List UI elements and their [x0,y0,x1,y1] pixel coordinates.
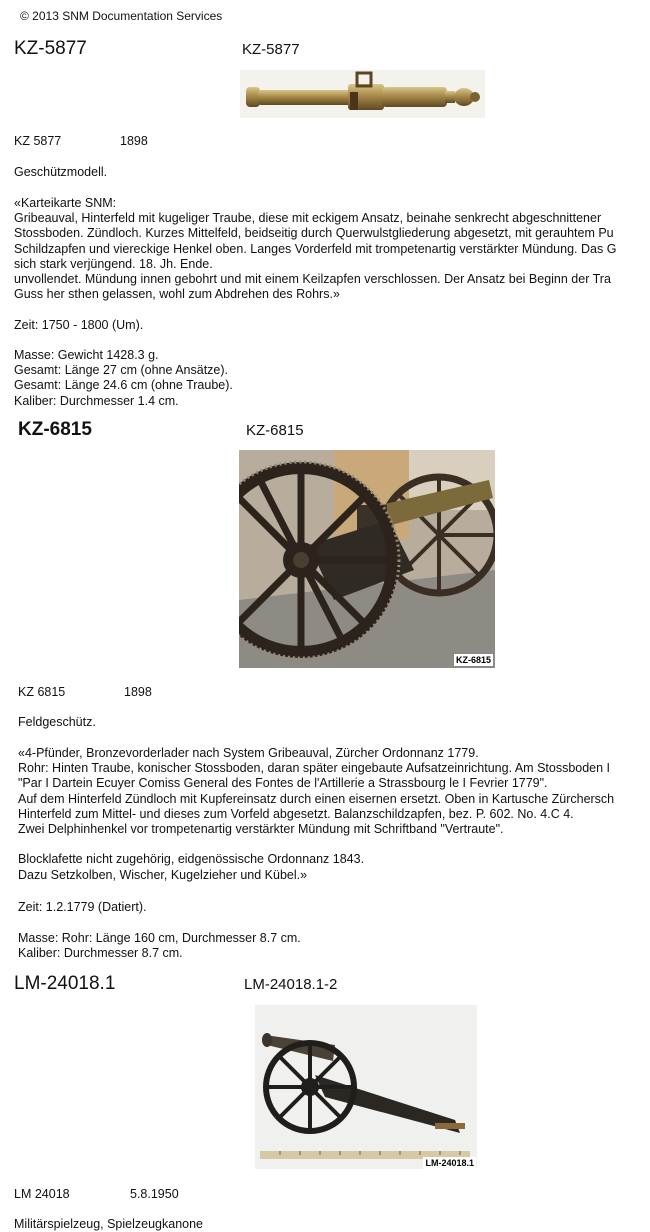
description-line [18,837,650,852]
inventory-number: KZ 6815 [18,685,66,699]
time-period: Zeit: 1750 - 1800 (Um). [14,318,144,332]
acquisition-year: 1898 [124,685,152,699]
object-type: Militärspielzeug, Spielzeugkanone [14,1217,204,1231]
description [14,196,650,302]
description-line: Zwei Delphinhenkel vor trompetenartig verstärkter Mündung mit Schriftband "Vertraute". [18,822,504,837]
description-line: «4-Pfünder, Bronzevorderlader nach System Gribeauval, Zürcher Ordonnanz 1779. [18,746,479,760]
measure-line: Gesamt: Länge 27 cm (ohne Ansätze). [14,363,229,378]
object-type: Geschützmodell. [14,165,108,179]
image-caption: KZ-6815 [246,422,304,439]
acquisition-year: 5.8.1950 [130,1187,179,1201]
description-line: Dazu Setzkolben, Wischer, Kugelzieher und Kübel.» [18,867,308,882]
image-caption: KZ-5877 [242,41,300,58]
measurements [18,931,650,961]
description-line: Rohr: Hinten Traube, konischer Stossboden, daran später eingebaute Aufsatzeinrichtung. Am Stossboden I [18,761,611,776]
cannon-barrel-illustration [240,70,485,118]
acquisition-year: 1898 [120,134,148,148]
entry-title: KZ-6815 [18,419,92,440]
inventory-number: LM 24018 [14,1187,70,1201]
toy-cannon-illustration [255,1005,477,1169]
description-line: Schildzapfen und viereckige Henkel oben. Langes Vorderfeld mit trompetenartig verstärkter Mündung. Das G [14,241,617,256]
description-line: "Par I Dartein Ecuyer Comiss General des Fontes de l'Artillerie a Strassbourg le I Fevrier 1779". [18,776,548,791]
description-line: Stossboden. Zündloch. Kurzes Mittelfeld, beidseitig durch Querwulstgliederung abgesetzt, mit gerauhtem Pu [14,226,614,241]
photo-label: LM-24018.1 [425,1158,474,1168]
entry-title: KZ-5877 [14,38,87,59]
photo-label: KZ-6815 [453,653,494,667]
measure-line: Kaliber: Durchmesser 1.4 cm. [14,393,179,408]
measure-line: Kaliber: Durchmesser 8.7 cm. [18,946,183,961]
description-line: Hinterfeld zum Mittel- und dieses zum Vorfeld abgesetzt. Balanzschildzapfen, bez. P. 602. No. 4.C 4. [18,806,574,821]
inventory-number: KZ 5877 [14,134,62,148]
measure-line: Masse: Gewicht 1428.3 g. [14,348,159,362]
description [18,746,650,883]
measurements [14,348,650,409]
description-line: Gribeauval, Hinterfeld mit kugeliger Traube, diese mit eckigem Ansatz, beinahe senkrecht abgeschnittener [14,211,602,226]
field-cannon-illustration [239,450,495,668]
time-period: Zeit: 1.2.1779 (Datiert). [18,900,147,914]
toy-cannon-photo [255,1005,477,1169]
description-line: Auf dem Hinterfeld Zündloch mit Kupfereinsatz durch einen eisernen ersetzt. Oben in Kartusche Zürchersch [18,791,615,806]
object-type: Feldgeschütz. [18,715,96,729]
measure-line: Masse: Rohr: Länge 160 cm, Durchmesser 8.7 cm. [18,931,301,945]
measure-line: Gesamt: Länge 24.6 cm (ohne Traube). [14,378,233,393]
cannon-model-photo [240,70,485,118]
copyright-notice: © 2013 SNM Documentation Services [20,9,223,23]
field-cannon-photo [239,450,495,668]
description-line: Blocklafette nicht zugehörig, eidgenössische Ordonnanz 1843. [18,852,365,867]
description-line: sich stark verjüngend. 18. Jh. Ende. [14,256,213,271]
description-line: Guss her sthen gelassen, wohl zum Abdrehen des Rohrs.» [14,287,340,302]
image-caption: LM-24018.1-2 [244,976,338,993]
description-line: «Karteikarte SNM: [14,196,117,210]
description-line: unvollendet. Mündung innen gebohrt und mit einem Keilzapfen verschlossen. Der Ansatz bei Beginn der Tra [14,272,611,287]
entry-title: LM-24018.1 [14,973,116,994]
